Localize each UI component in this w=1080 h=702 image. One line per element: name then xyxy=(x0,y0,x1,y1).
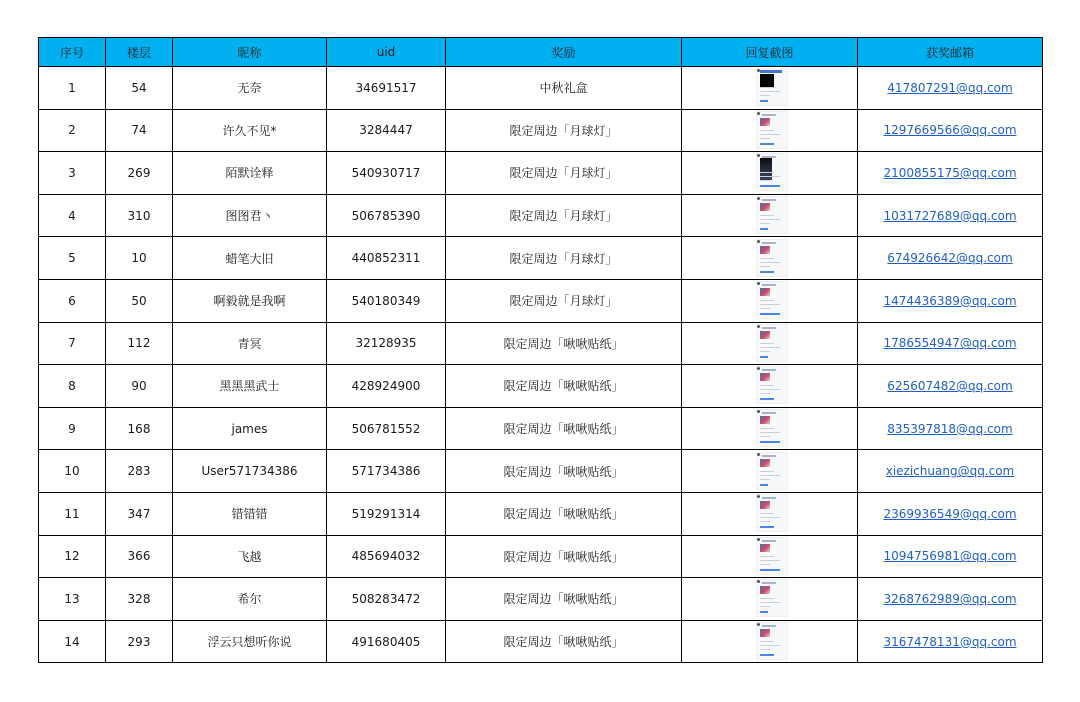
cell-reward: 限定周边「啾啾贴纸」 xyxy=(446,535,682,578)
screenshot-link-line xyxy=(760,441,780,443)
screenshot-text-line xyxy=(760,389,780,390)
screenshot-text-line xyxy=(760,521,770,522)
cell-uid: 519291314 xyxy=(327,492,446,535)
screenshot-text-line xyxy=(760,219,780,220)
header-row xyxy=(39,38,1043,67)
screenshot-page xyxy=(756,239,788,277)
cell-email xyxy=(858,279,1043,322)
screenshot-header-line xyxy=(762,327,776,329)
screenshot-page xyxy=(756,111,788,149)
cell-reward: 限定周边「月球灯」 xyxy=(446,152,682,195)
table-header xyxy=(39,38,1043,67)
screenshot-text-line xyxy=(760,262,780,263)
cell-screenshot xyxy=(682,535,858,578)
screenshot-text-line xyxy=(760,223,770,224)
table-row xyxy=(39,535,1043,578)
cell-screenshot xyxy=(682,407,858,450)
screenshot-header-line xyxy=(762,540,776,542)
screenshot-image xyxy=(760,246,770,254)
cell-index: 9 xyxy=(39,407,106,450)
cell-uid: 491680405 xyxy=(327,620,446,663)
cell-nickname: 许久不见* xyxy=(173,109,327,152)
cell-index: 4 xyxy=(39,194,106,237)
screenshot-page xyxy=(756,622,788,660)
cell-floor: 50 xyxy=(106,279,173,322)
screenshot-text-line xyxy=(760,347,780,348)
cell-floor: 347 xyxy=(106,492,173,535)
email-link[interactable]: xiezichuang@qq.com xyxy=(885,464,1015,479)
cell-index: 3 xyxy=(39,152,106,195)
screenshot-header-line xyxy=(760,70,782,73)
cell-reward: 限定周边「啾啾贴纸」 xyxy=(446,407,682,450)
avatar-dot-icon xyxy=(757,154,760,157)
cell-floor: 328 xyxy=(106,578,173,621)
email-link[interactable]: 1094756981@qq.com xyxy=(883,549,1017,564)
screenshot-text-line xyxy=(760,130,774,131)
email-link[interactable]: 2100855175@qq.com xyxy=(883,165,1017,180)
avatar-dot-icon xyxy=(757,367,760,370)
screenshot-text-line xyxy=(760,308,770,309)
screenshot-page xyxy=(756,366,788,404)
reply-screenshot-thumbnail[interactable] xyxy=(748,536,792,574)
email-link[interactable]: 3167478131@qq.com xyxy=(883,634,1017,649)
screenshot-text-line xyxy=(760,641,774,642)
avatar-dot-icon xyxy=(757,538,760,541)
screenshot-link-line xyxy=(760,143,774,145)
cell-floor: 366 xyxy=(106,535,173,578)
cell-nickname: 错错错 xyxy=(173,492,327,535)
cell-uid: 571734386 xyxy=(327,450,446,493)
screenshot-header-line xyxy=(762,455,776,457)
cell-screenshot xyxy=(682,194,858,237)
cell-reward: 限定周边「月球灯」 xyxy=(446,109,682,152)
screenshot-page xyxy=(756,537,788,575)
screenshot-page xyxy=(756,452,788,490)
cell-nickname: 飞越 xyxy=(173,535,327,578)
cell-index: 12 xyxy=(39,535,106,578)
screenshot-image xyxy=(760,544,770,552)
cell-floor: 310 xyxy=(106,194,173,237)
screenshot-image xyxy=(760,118,770,126)
cell-reward: 限定周边「月球灯」 xyxy=(446,194,682,237)
cell-index: 13 xyxy=(39,578,106,621)
cell-index: 1 xyxy=(39,67,106,110)
cell-screenshot xyxy=(682,365,858,408)
table-row xyxy=(39,492,1043,535)
screenshot-link-line xyxy=(760,228,768,230)
cell-email xyxy=(858,67,1043,110)
avatar-dot-icon xyxy=(757,495,760,498)
email-link[interactable]: 417807291@qq.com xyxy=(887,80,1013,95)
reply-screenshot-thumbnail[interactable] xyxy=(748,408,792,446)
screenshot-image xyxy=(760,331,770,339)
reply-screenshot-thumbnail[interactable] xyxy=(748,621,792,659)
screenshot-image xyxy=(760,586,770,594)
header-reward: 奖励 xyxy=(446,38,682,67)
avatar-dot-icon xyxy=(757,623,760,626)
email-link[interactable]: 625607482@qq.com xyxy=(887,378,1013,393)
cell-email xyxy=(858,365,1043,408)
table-row xyxy=(39,407,1043,450)
screenshot-text-line xyxy=(760,343,774,344)
screenshot-link-line xyxy=(760,569,780,571)
cell-floor: 10 xyxy=(106,237,173,280)
cell-index: 11 xyxy=(39,492,106,535)
screenshot-header-line xyxy=(762,114,776,116)
screenshot-text-line xyxy=(760,432,780,433)
cell-index: 2 xyxy=(39,109,106,152)
screenshot-text-line xyxy=(760,172,774,173)
screenshot-text-line xyxy=(760,351,770,352)
cell-email xyxy=(858,535,1043,578)
cell-uid: 506781552 xyxy=(327,407,446,450)
cell-uid: 440852311 xyxy=(327,237,446,280)
reply-screenshot-thumbnail[interactable] xyxy=(748,195,792,233)
avatar-dot-icon xyxy=(757,410,760,413)
cell-screenshot xyxy=(682,67,858,110)
cell-email xyxy=(858,322,1043,365)
winners-table xyxy=(38,37,1043,663)
screenshot-page xyxy=(756,281,788,319)
screenshot-text-line xyxy=(760,393,770,394)
cell-screenshot xyxy=(682,492,858,535)
cell-email xyxy=(858,194,1043,237)
reply-screenshot-thumbnail[interactable] xyxy=(748,578,792,616)
screenshot-text-line xyxy=(760,556,774,557)
cell-email xyxy=(858,407,1043,450)
screenshot-text-line xyxy=(760,436,770,437)
cell-uid: 540180349 xyxy=(327,279,446,322)
email-link[interactable]: 3268762989@qq.com xyxy=(883,591,1017,606)
cell-reward: 限定周边「啾啾贴纸」 xyxy=(446,322,682,365)
cell-screenshot xyxy=(682,237,858,280)
cell-screenshot xyxy=(682,620,858,663)
cell-index: 7 xyxy=(39,322,106,365)
cell-floor: 90 xyxy=(106,365,173,408)
cell-nickname: 无奈 xyxy=(173,67,327,110)
screenshot-image xyxy=(760,416,770,424)
cell-floor: 112 xyxy=(106,322,173,365)
screenshot-page xyxy=(756,153,788,191)
avatar-dot-icon xyxy=(757,325,760,328)
cell-reward: 限定周边「月球灯」 xyxy=(446,279,682,322)
screenshot-text-line xyxy=(760,180,770,181)
screenshot-link-line xyxy=(760,611,768,613)
header-screenshot: 回复截图 xyxy=(682,38,858,67)
screenshot-page xyxy=(756,196,788,234)
cell-floor: 168 xyxy=(106,407,173,450)
screenshot-page xyxy=(756,324,788,362)
screenshot-link-line xyxy=(760,313,780,315)
screenshot-image xyxy=(760,501,770,509)
cell-floor: 54 xyxy=(106,67,173,110)
cell-reward: 中秋礼盒 xyxy=(446,67,682,110)
screenshot-image xyxy=(760,629,770,637)
avatar-dot-icon xyxy=(757,453,760,456)
screenshot-text-line xyxy=(760,479,770,480)
cell-uid: 3284447 xyxy=(327,109,446,152)
email-link[interactable]: 2369936549@qq.com xyxy=(883,506,1017,521)
cell-screenshot xyxy=(682,109,858,152)
avatar-dot-icon xyxy=(757,580,760,583)
cell-reward: 限定周边「月球灯」 xyxy=(446,237,682,280)
cell-nickname: james xyxy=(173,407,327,450)
cell-uid: 428924900 xyxy=(327,365,446,408)
cell-uid: 32128935 xyxy=(327,322,446,365)
cell-email xyxy=(858,578,1043,621)
cell-reward: 限定周边「啾啾贴纸」 xyxy=(446,578,682,621)
cell-nickname: 陌默诠释 xyxy=(173,152,327,195)
email-link[interactable]: 1474436389@qq.com xyxy=(883,293,1017,308)
table-body xyxy=(39,67,1043,663)
cell-email xyxy=(858,152,1043,195)
avatar-dot-icon xyxy=(757,112,760,115)
screenshot-text-line xyxy=(760,564,770,565)
screenshot-header-line xyxy=(762,199,776,201)
cell-uid: 506785390 xyxy=(327,194,446,237)
table-row xyxy=(39,67,1043,110)
header-uid: uid xyxy=(327,38,446,67)
table-row xyxy=(39,578,1043,621)
cell-nickname: 希尔 xyxy=(173,578,327,621)
cell-nickname: 啊毅就是我啊 xyxy=(173,279,327,322)
cell-reward: 限定周边「啾啾贴纸」 xyxy=(446,492,682,535)
screenshot-link-line xyxy=(760,100,768,102)
cell-index: 6 xyxy=(39,279,106,322)
cell-email xyxy=(858,620,1043,663)
cell-email xyxy=(858,109,1043,152)
screenshot-text-line xyxy=(760,266,770,267)
cell-uid: 485694032 xyxy=(327,535,446,578)
screenshot-text-line xyxy=(760,91,780,92)
screenshot-text-line xyxy=(760,517,780,518)
cell-nickname: 蜡笔大旧 xyxy=(173,237,327,280)
screenshot-text-line xyxy=(760,428,774,429)
header-email: 获奖邮箱 xyxy=(858,38,1043,67)
email-link[interactable]: 835397818@qq.com xyxy=(887,421,1013,436)
cell-floor: 293 xyxy=(106,620,173,663)
reply-screenshot-thumbnail[interactable] xyxy=(748,493,792,531)
screenshot-text-line xyxy=(760,602,780,603)
cell-screenshot xyxy=(682,279,858,322)
screenshot-link-line xyxy=(760,398,774,400)
header-index: 序号 xyxy=(39,38,106,67)
screenshot-link-line xyxy=(760,484,768,486)
cell-reward: 限定周边「啾啾贴纸」 xyxy=(446,450,682,493)
screenshot-page xyxy=(756,409,788,447)
header-floor: 楼层 xyxy=(106,38,173,67)
screenshot-page xyxy=(756,579,788,617)
screenshot-text-line xyxy=(760,606,770,607)
avatar-dot-icon xyxy=(757,197,760,200)
cell-nickname: 浮云只想听你说 xyxy=(173,620,327,663)
reply-screenshot-thumbnail[interactable] xyxy=(748,451,792,489)
table-row xyxy=(39,322,1043,365)
avatar-dot-icon xyxy=(757,282,760,285)
screenshot-text-line xyxy=(760,649,770,650)
cell-floor: 283 xyxy=(106,450,173,493)
header-nickname: 昵称 xyxy=(173,38,327,67)
screenshot-header-line xyxy=(762,625,776,627)
reply-screenshot-thumbnail[interactable] xyxy=(748,152,792,190)
screenshot-text-line xyxy=(760,304,780,305)
screenshot-text-line xyxy=(760,300,774,301)
screenshot-header-line xyxy=(762,242,776,244)
table-row xyxy=(39,109,1043,152)
screenshot-text-line xyxy=(760,385,774,386)
screenshot-page xyxy=(756,68,788,106)
email-link[interactable]: 1297669566@qq.com xyxy=(883,123,1017,138)
screenshot-link-line xyxy=(760,271,774,273)
cell-floor: 269 xyxy=(106,152,173,195)
cell-index: 14 xyxy=(39,620,106,663)
cell-nickname: User571734386 xyxy=(173,450,327,493)
email-link[interactable]: 674926642@qq.com xyxy=(887,251,1013,266)
table-row xyxy=(39,450,1043,493)
winners-sheet xyxy=(38,37,1042,663)
screenshot-header-line xyxy=(762,369,776,371)
screenshot-text-line xyxy=(760,471,774,472)
screenshot-image xyxy=(760,288,770,296)
reply-screenshot-thumbnail[interactable] xyxy=(748,67,792,105)
table-row xyxy=(39,620,1043,663)
cell-index: 8 xyxy=(39,365,106,408)
reply-screenshot-thumbnail[interactable] xyxy=(748,365,792,403)
screenshot-header-line xyxy=(762,497,776,499)
cell-screenshot xyxy=(682,152,858,195)
screenshot-text-line xyxy=(760,95,770,96)
table-row xyxy=(39,365,1043,408)
table-row xyxy=(39,279,1043,322)
cell-uid: 34691517 xyxy=(327,67,446,110)
cell-floor: 74 xyxy=(106,109,173,152)
cell-email xyxy=(858,450,1043,493)
reply-screenshot-thumbnail[interactable] xyxy=(748,238,792,276)
cell-nickname: 青冥 xyxy=(173,322,327,365)
cell-uid: 508283472 xyxy=(327,578,446,621)
screenshot-text-line xyxy=(760,138,770,139)
cell-email xyxy=(858,492,1043,535)
cell-reward: 限定周边「啾啾贴纸」 xyxy=(446,620,682,663)
screenshot-image xyxy=(760,74,774,88)
screenshot-text-line xyxy=(760,513,774,514)
screenshot-image xyxy=(760,203,770,211)
screenshot-text-line xyxy=(760,87,774,88)
screenshot-link-line xyxy=(760,526,774,528)
screenshot-link-line xyxy=(760,185,780,187)
cell-index: 5 xyxy=(39,237,106,280)
screenshot-text-line xyxy=(760,258,774,259)
cell-email xyxy=(858,237,1043,280)
screenshot-image xyxy=(760,373,770,381)
table-row xyxy=(39,152,1043,195)
reply-screenshot-thumbnail[interactable] xyxy=(748,323,792,361)
screenshot-text-line xyxy=(760,134,780,135)
cell-uid: 540930717 xyxy=(327,152,446,195)
reply-screenshot-thumbnail[interactable] xyxy=(748,110,792,148)
table-row xyxy=(39,237,1043,280)
table-row xyxy=(39,194,1043,237)
screenshot-header-line xyxy=(762,284,776,286)
screenshot-text-line xyxy=(760,176,780,177)
screenshot-header-line xyxy=(762,412,776,414)
screenshot-link-line xyxy=(760,356,768,358)
cell-nickname: 图图君丶 xyxy=(173,194,327,237)
screenshot-page xyxy=(756,494,788,532)
screenshot-text-line xyxy=(760,645,780,646)
cell-screenshot xyxy=(682,578,858,621)
email-link[interactable]: 1786554947@qq.com xyxy=(883,336,1017,351)
cell-screenshot xyxy=(682,450,858,493)
reply-screenshot-thumbnail[interactable] xyxy=(748,280,792,318)
screenshot-text-line xyxy=(760,560,780,561)
avatar-dot-icon xyxy=(757,240,760,243)
cell-screenshot xyxy=(682,322,858,365)
screenshot-link-line xyxy=(760,654,774,656)
screenshot-text-line xyxy=(760,475,780,476)
screenshot-image xyxy=(760,459,770,467)
screenshot-header-line xyxy=(762,582,776,584)
screenshot-text-line xyxy=(760,598,774,599)
cell-index: 10 xyxy=(39,450,106,493)
cell-reward: 限定周边「啾啾贴纸」 xyxy=(446,365,682,408)
email-link[interactable]: 1031727689@qq.com xyxy=(883,208,1017,223)
cell-nickname: 黑黑黑武士 xyxy=(173,365,327,408)
screenshot-text-line xyxy=(760,215,774,216)
